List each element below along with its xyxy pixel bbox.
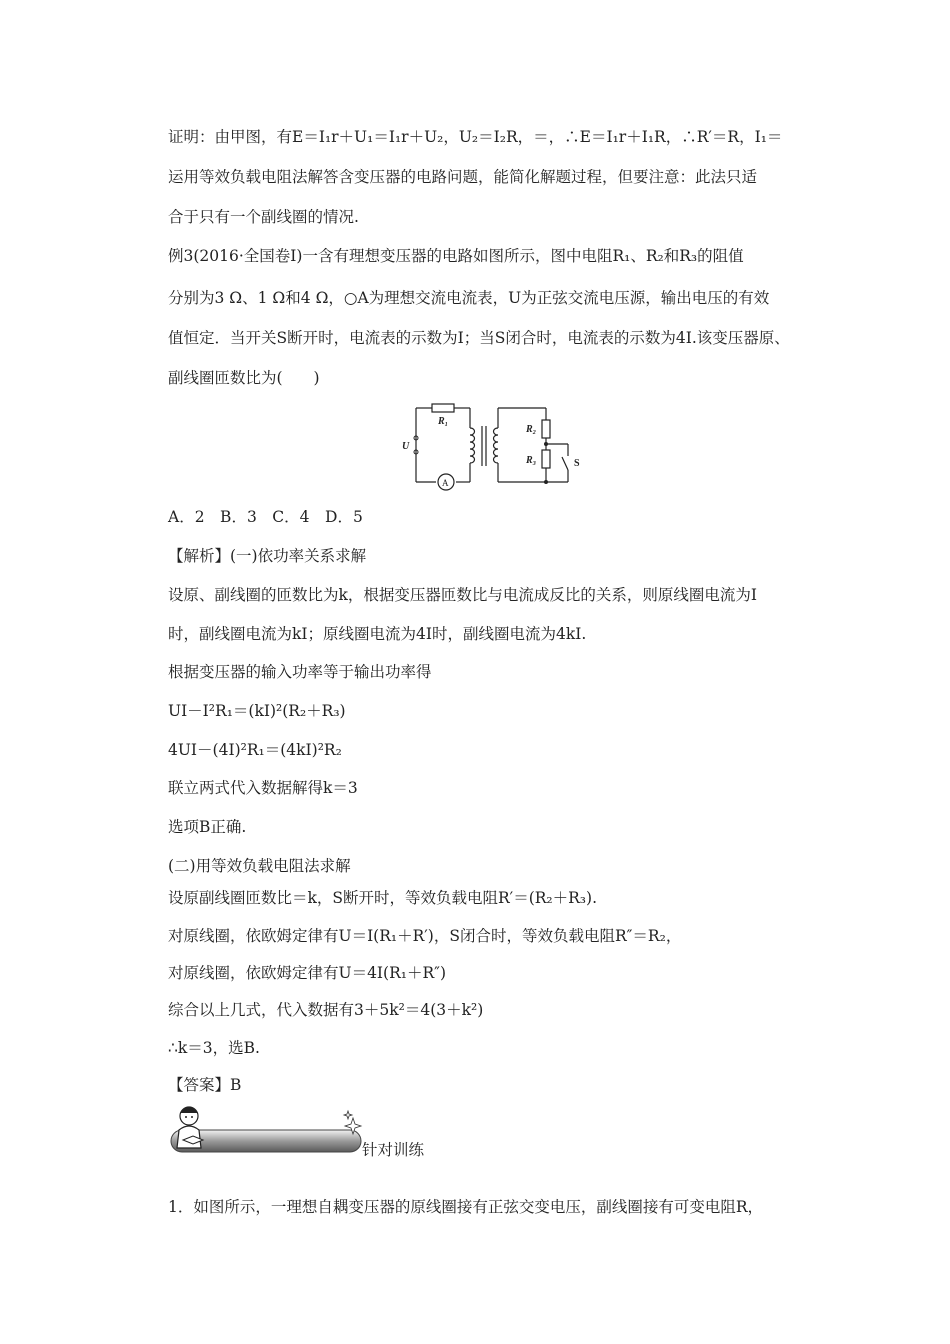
equation-2: 4UI－(4I)²R₁＝(4kI)²R₂ (168, 741, 342, 759)
switch-s (562, 457, 568, 470)
example-line-1: 例3(2016·全国卷Ⅰ)一含有理想变压器的电路如图所示，图中电阻R₁、R₂和R₃的阻值 (168, 247, 744, 265)
equation-1: UI－I²R₁＝(kI)²(R₂＋R₃) (168, 702, 346, 720)
proof-line-3: 合于只有一个副线圈的情况. (168, 208, 359, 226)
analysis-line-3: 根据变压器的输入功率等于输出功率得 (168, 663, 432, 681)
label-r3: R₃ (526, 455, 537, 466)
label-u: U (402, 441, 410, 452)
example-line-2: 分别为3 Ω、1 Ω和4 Ω，○A为理想交流电流表，U为正弦交流电压源，输出电压的有效 (168, 289, 770, 307)
analysis-heading-2: (二)用等效负载电阻法求解 (168, 857, 351, 875)
banner-label: 针对训练 (362, 1141, 425, 1159)
student-reading-icon (177, 1107, 203, 1148)
example-line-4: 副线圈匝数比为( ) (168, 369, 320, 387)
proof-line-1: 证明：由甲图，有E＝I₁r＋U₁＝I₁r＋U₂，U₂＝I₂R，＝，∴E＝I₁r＋I₁R，∴R′＝R，I₁＝ (168, 128, 783, 146)
analysis-line-8: 对原线圈，依欧姆定律有U＝4I(R₁＋R″) (168, 964, 446, 982)
analysis-line-9: 综合以上几式，代入数据有3＋5k²＝4(3＋k²) (168, 1001, 484, 1019)
proof-line-2: 运用等效负载电阻法解答含变压器的电路问题，能简化解题过程，但要注意：此法只适 (168, 168, 758, 186)
analysis-line-5: 选项B正确. (168, 818, 247, 836)
resistor-r1 (432, 404, 454, 412)
label-a: A (442, 478, 449, 488)
analysis-heading-1: 【解析】(一)依功率关系求解 (168, 547, 367, 565)
resistor-r2 (542, 420, 550, 438)
analysis-line-4: 联立两式代入数据解得k＝3 (168, 779, 358, 797)
resistor-r3 (542, 450, 550, 468)
answer-options: A．2 B．3 C．4 D．5 (168, 508, 363, 526)
training-banner (165, 1100, 365, 1162)
analysis-line-6: 设原副线圈匝数比＝k，S断开时，等效负载电阻R′＝(R₂＋R₃). (168, 889, 597, 907)
analysis-line-10: ∴k＝3，选B. (168, 1039, 260, 1057)
practice-question-1: 1．如图所示，一理想自耦变压器的原线圈接有正弦交变电压，副线圈接有可变电阻R， (168, 1198, 764, 1216)
label-r2: R₂ (526, 424, 537, 435)
circuit-diagram (398, 400, 588, 492)
analysis-line-2: 时，副线圈电流为kI；原线圈电流为4I时，副线圈电流为4kI. (168, 625, 587, 643)
analysis-line-1: 设原、副线圈的匝数比为k，根据变压器匝数比与电流成反比的关系，则原线圈电流为I (168, 586, 758, 604)
analysis-line-7: 对原线圈，依欧姆定律有U＝I(R₁＋R′)，S闭合时，等效负载电阻R″＝R₂， (168, 927, 682, 945)
example-line-3: 值恒定．当开关S断开时，电流表的示数为I；当S闭合时，电流表的示数为4I.该变压器原、 (168, 329, 790, 347)
answer-line: 【答案】B (168, 1076, 242, 1094)
label-s: S (574, 458, 580, 469)
label-r1: R₁ (438, 416, 449, 427)
